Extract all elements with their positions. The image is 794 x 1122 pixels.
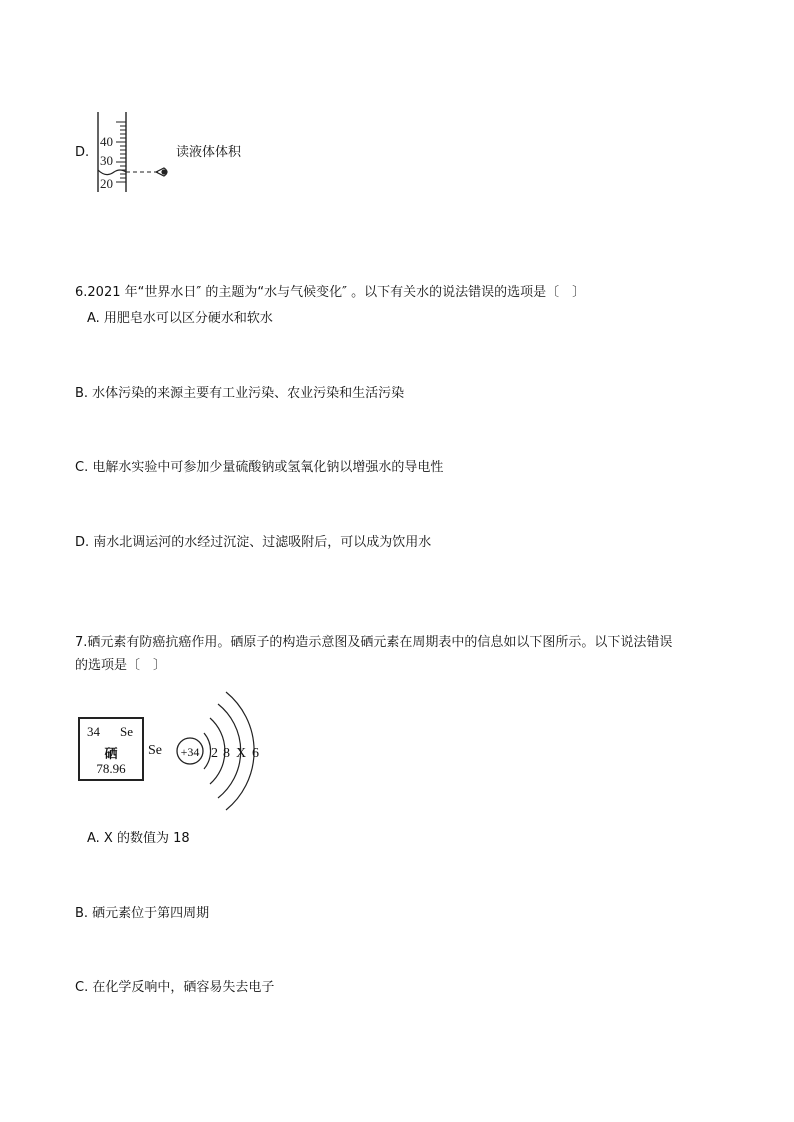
q7-stem-line2: 的选项是〔 〕 (75, 658, 167, 673)
q7-option-c: C. 在化学反响中，硒容易失去电子 (75, 980, 275, 995)
shell-count-4: 6 (252, 746, 259, 761)
element-atomic-mass: 78.96 (96, 761, 126, 776)
shell-count-1: 2 (211, 746, 218, 761)
nucleus-charge: +34 (180, 745, 200, 759)
q6-option-d: D. 南水北调运河的水经过沉淀、过滤吸附后，可以成为饮用水 (75, 535, 432, 550)
atomic-structure-diagram (144, 688, 274, 818)
q6-option-a: A. 用肥皂水可以区分硬水和软水 (87, 311, 273, 326)
tick-label-20: 20 (100, 176, 113, 191)
element-name: 硒 (104, 747, 118, 762)
tick-label-40: 40 (100, 134, 113, 149)
element-card (78, 717, 144, 781)
element-symbol: Se (120, 724, 133, 739)
atom-symbol-label: Se (148, 743, 162, 758)
tick-label-30: 30 (100, 153, 113, 168)
q7-stem-line1: 7.硒元素有防癌抗癌作用。硒原子的构造示意图及硒元素在周期表中的信息如以下图所示。以下说法错误 (75, 635, 673, 650)
q7-option-b: B. 硒元素位于第四周期 (75, 906, 210, 921)
q5-option-d-label: D. (75, 145, 90, 160)
shell-arc-1 (204, 733, 211, 769)
q6-stem: 6.2021 年“世界水日″ 的主题为“水与气候变化″ 。以下有关水的说法错误的选项是〔 〕 (75, 285, 586, 300)
shell-count-3: X (236, 746, 247, 761)
element-atomic-number: 34 (87, 724, 100, 739)
q6-option-b: B. 水体污染的来源主要有工业污染、农业污染和生活污染 (75, 386, 405, 401)
q5-option-d-caption: 读液体体积 (176, 145, 242, 160)
q6-option-c: C. 电解水实验中可参加少量硫酸钠或氢氧化钠以增强水的导电性 (75, 460, 444, 475)
shell-count-2: 8 (223, 746, 230, 761)
graduated-cylinder-figure (92, 108, 182, 196)
cylinder-ticks (116, 122, 126, 182)
q7-option-a: A. X 的数值为 18 (87, 831, 190, 846)
